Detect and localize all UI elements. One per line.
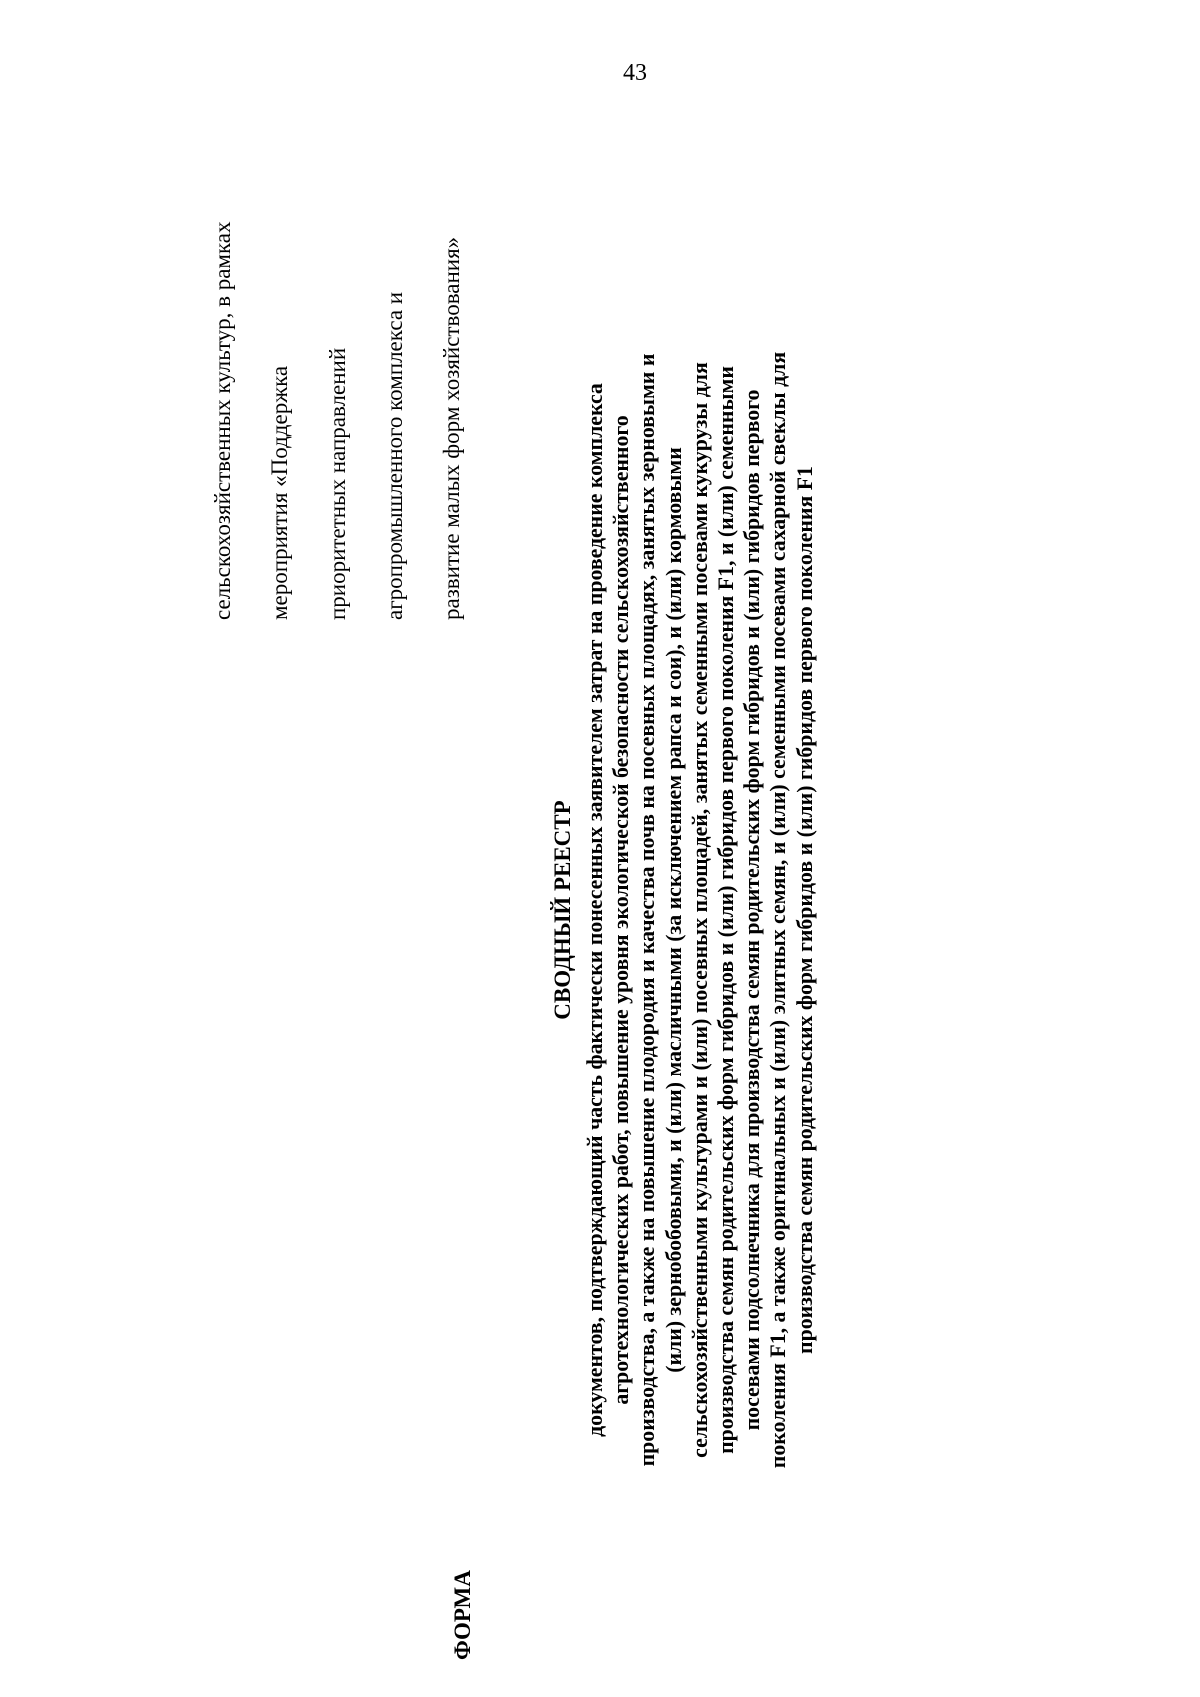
header-line: агропромышленного комплекса и bbox=[381, 291, 407, 620]
registry-line: производства семян родительских форм гибридов и (или) гибридов первого поколения F1, и (или) семенными bbox=[714, 366, 739, 1454]
header-line: мероприятия «Поддержка bbox=[267, 365, 293, 620]
registry-line: посевами подсолнечника для производства семян родительских форм гибридов и (или) гибридов первого bbox=[740, 389, 765, 1431]
form-label: ФОРМА bbox=[450, 1570, 475, 1660]
header-line: сельскохозяйственных культур, в рамках bbox=[209, 221, 235, 620]
registry-description bbox=[582, 160, 818, 1660]
rotated-content bbox=[180, 160, 1080, 1660]
header-line: развитие малых форм хозяйствования» bbox=[439, 236, 465, 620]
registry-line: поколения F1, а также оригинальных и (или) элитных семян, и (или) семенными посевами сахарной свеклы для bbox=[766, 351, 791, 1469]
header-line: приоритетных направлений bbox=[324, 347, 350, 620]
registry-line: агротехнологических работ, повышение уровня экологической безопасности сельскохозяйственного bbox=[609, 415, 634, 1405]
header-block bbox=[180, 120, 496, 620]
page-number: 43 bbox=[623, 60, 647, 86]
registry-line: (или) зернобобовыми, и (или) масличными (за исключением рапса и сои), и (или) кормовыми bbox=[661, 447, 686, 1373]
registry-line: документов, подтверждающий часть фактически понесенных заявителем затрат на проведение комплекса bbox=[583, 383, 607, 1437]
registry-line: сельскохозяйственными культурами и (или) посевных площадей, занятых семенными посевами кукурузы для bbox=[687, 362, 712, 1458]
registry-title: СВОДНЫЙ РЕЕСТР bbox=[550, 800, 575, 1020]
registry-line: производства семян родительских форм гибридов и (или) гибридов первого поколения F1 bbox=[792, 466, 817, 1354]
registry-line: производства, а также на повышение плодородия и качества почв на посевных площадях, занятых зерновыми и bbox=[635, 353, 660, 1467]
